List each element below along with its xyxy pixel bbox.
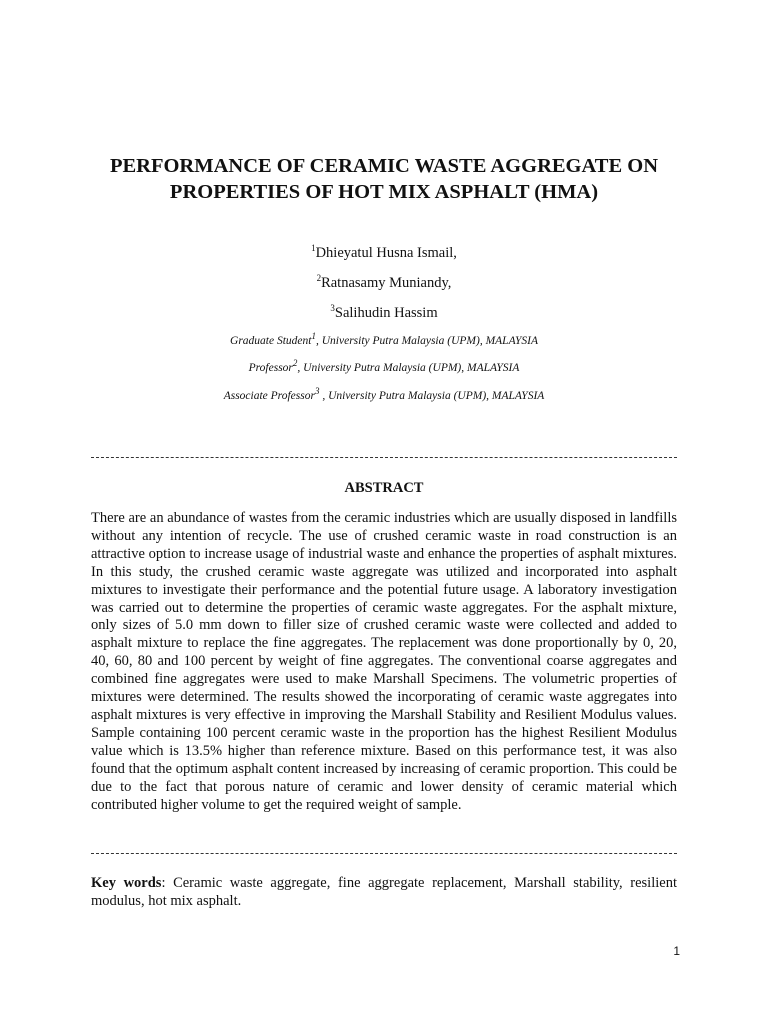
affiliation-3-role: Associate Professor	[223, 390, 315, 402]
affiliation-2	[0, 358, 768, 376]
affiliation-1-role: Graduate Student	[230, 335, 312, 347]
author-2	[0, 274, 768, 292]
affiliation-3-institution: , University Putra Malaysia (UPM), MALAYSIA	[319, 390, 545, 402]
affiliation-2-role: Professor	[248, 362, 293, 374]
affiliation-3-superscript: 3	[314, 386, 320, 397]
top-dashed-separator	[91, 457, 677, 458]
affiliation-2-institution: , University Putra Malaysia (UPM), MALAYSIA	[297, 362, 520, 374]
abstract-text: There are an abundance of wastes from the ceramic industries which are usually disposed in landfills without any intention of recycle. The use of crushed ceramic waste in road construction is an attractive option to increase usage of industrial waste and enhance the properties of asphalt mixtures. In this study, the crushed ceramic waste aggregate was utilized and incorporated into asphalt mixtures to investigate their performance and the potential future usage. A laboratory investigation was carried out to determine the properties of ceramic waste aggregates. For the asphalt mixture, only sizes of 5.0 mm down to filler size of crushed ceramic waste were collected and added to asphalt mixture to replace the fine aggregates. The replacement was done proportionally by 0, 20, 40, 60, 80 and 100 percent by weight of fine aggregates. The conventional coarse aggregates and combined fine aggregates were used to make Marshall Specimens. The volumetric properties of mixtures were determined. The results showed the incorporating of ceramic waste aggregates into asphalt mixtures is very effective in improving the Marshall Stability and Resilient Modulus values. Sample containing 100 percent ceramic waste in the proportion has the highest Resilient Modulus value which is 13.5% higher than reference mixture. Based on this performance test, it was also found that the optimum asphalt content increased by increasing of ceramic proportion. This could be due to the fact that porous nature of ceramic and lower density of ceramic material which contributed higher volume to get the required weight of sample.	[91, 510, 677, 813]
title-line-2: PROPERTIES OF HOT MIX ASPHALT (HMA)	[169, 181, 599, 203]
title-line-1: PERFORMANCE OF CERAMIC WASTE AGGREGATE ON	[109, 155, 659, 177]
affiliation-2-superscript: 2	[292, 358, 298, 369]
author-1	[0, 244, 768, 262]
affiliation-1-institution: , University Putra Malaysia (UPM), MALAYSIA	[315, 335, 538, 347]
author-3	[0, 304, 768, 322]
affiliation-1	[0, 331, 768, 349]
bottom-dashed-separator	[91, 853, 677, 854]
keywords-label: Key words	[91, 875, 162, 891]
author-2-name: Ratnasamy Muniandy,	[321, 275, 452, 291]
author-2-superscript: 2	[316, 273, 322, 284]
author-3-superscript: 3	[330, 303, 335, 314]
keywords-paragraph	[91, 874, 677, 910]
affiliation-1-superscript: 1	[311, 331, 316, 342]
paper-title	[60, 153, 708, 205]
author-1-name: Dhieyatul Husna Ismail,	[315, 245, 457, 261]
author-3-name: Salihudin Hassim	[334, 305, 438, 321]
affiliation-3	[0, 386, 768, 404]
author-1-superscript: 1	[311, 243, 316, 254]
keywords-text: : Ceramic waste aggregate, fine aggregate replacement, Marshall stability, resilient modulus, hot mix asphalt.	[91, 875, 677, 909]
page-number: 1	[673, 944, 680, 958]
abstract-heading: ABSTRACT	[344, 480, 424, 496]
